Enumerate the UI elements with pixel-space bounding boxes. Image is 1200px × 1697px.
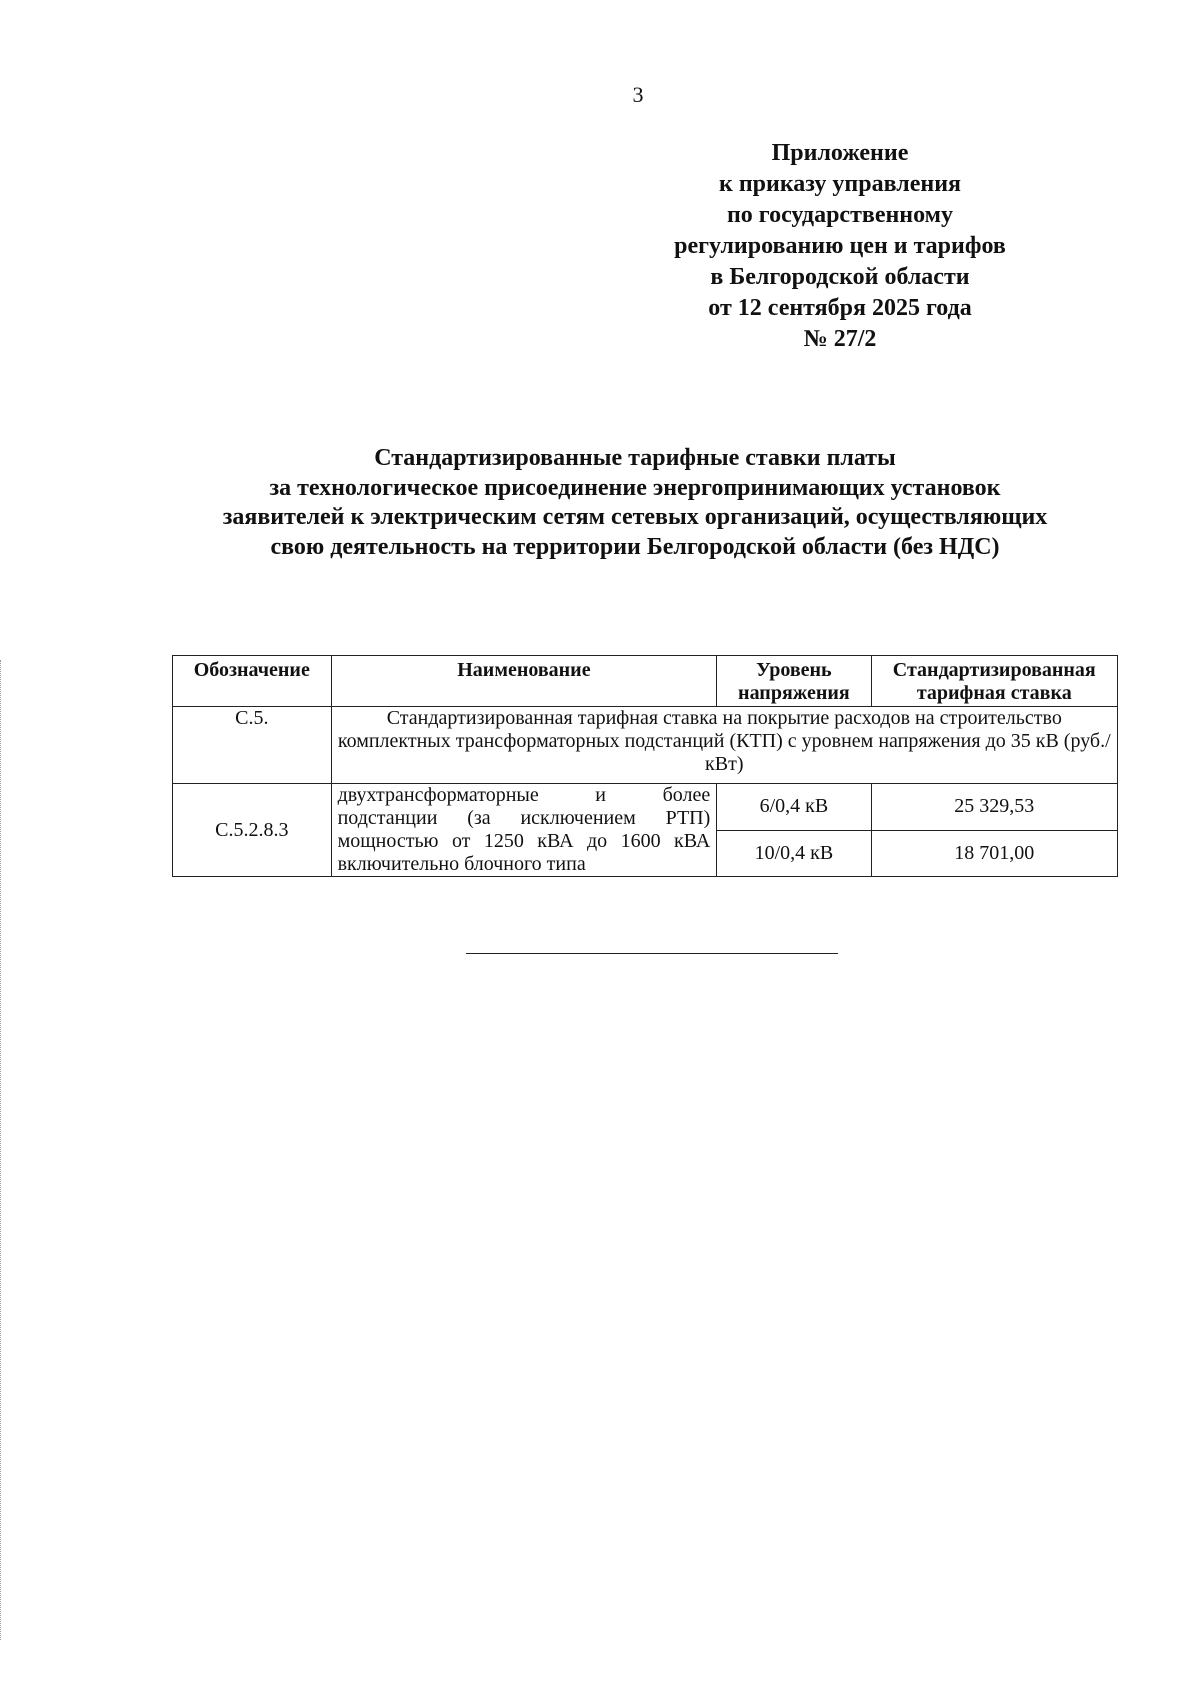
appendix-line: № 27/2: [803, 326, 877, 352]
table-header-row: [173, 656, 1118, 707]
header-rate: Стандартизированная тарифная ставка: [871, 656, 1117, 707]
appendix-line: в Белгородской области: [710, 264, 970, 290]
appendix-line: от 12 сентября 2025 года: [708, 295, 972, 321]
title-line: свою деятельность на территории Белгородской области (без НДС): [270, 533, 1000, 560]
appendix-line: регулированию цен и тарифов: [674, 233, 1006, 259]
document-title: [160, 444, 1110, 562]
tariff-table: [172, 655, 1118, 877]
title-line: заявителей к электрическим сетям сетевых организаций, осуществляющих: [222, 504, 1048, 530]
section-description: Стандартизированная тарифная ставка на покрытие расходов на строительство комплектных трансформаторных подстанций (КТП) с уровнем напряжения до 35 кВ (руб./кВт): [331, 707, 1117, 784]
voltage-cell: 6/0,4 кВ: [717, 784, 871, 831]
item-name: двухтрансформаторные и более подстанции (за исключением РТП) мощностью от 1250 кВА до 1600 кВА включительно блочного типа: [331, 784, 717, 877]
appendix-line: Приложение: [771, 140, 909, 166]
title-line: Стандартизированные тарифные ставки платы: [374, 445, 896, 471]
section-code: С.5.: [173, 707, 332, 784]
section-row: [173, 707, 1118, 784]
scan-edge-marks: [0, 660, 3, 1640]
rate-cell: 18 701,00: [871, 830, 1117, 877]
page-number: 3: [632, 82, 644, 107]
item-code: С.5.2.8.3: [173, 784, 332, 877]
header-voltage: Уровень напряжения: [717, 656, 871, 707]
voltage-cell: 10/0,4 кВ: [717, 830, 871, 877]
appendix-line: к приказу управления: [718, 171, 961, 197]
table-row: [173, 784, 1118, 831]
header-name: Наименование: [331, 656, 717, 707]
closing-rule: [466, 953, 838, 954]
header-code: Обозначение: [173, 656, 332, 707]
appendix-line: по государственному: [726, 202, 954, 228]
appendix-header: [600, 138, 1080, 355]
title-line: за технологическое присоединение энергопринимающих установок: [269, 474, 1001, 501]
rate-cell: 25 329,53: [871, 784, 1117, 831]
